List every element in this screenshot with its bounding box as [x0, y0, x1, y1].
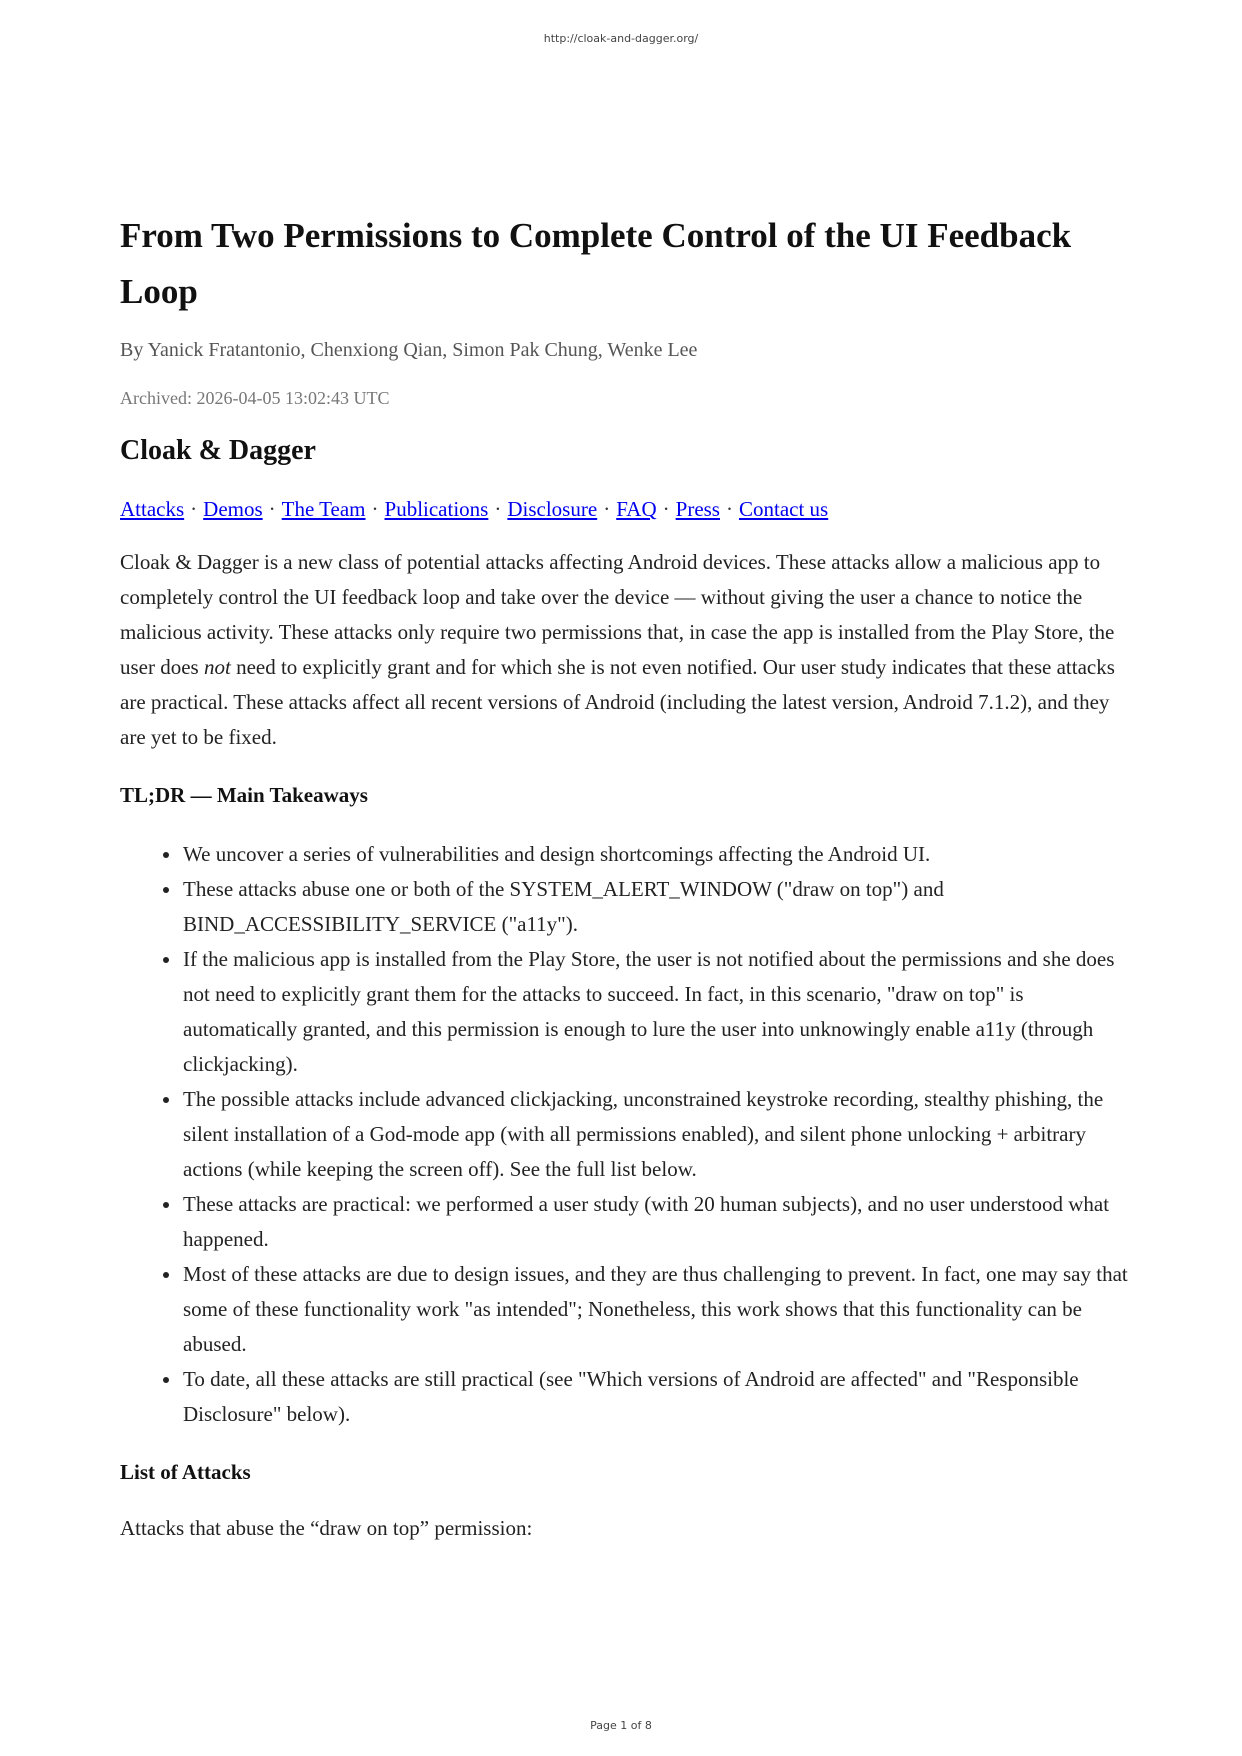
- takeaway-item: • To date, all these attacks are still practical (see "Which versions of Android are affected" and "Responsible Disclosure" below).: [182, 1362, 1130, 1432]
- takeaways-list: [120, 837, 1130, 1432]
- nav-link-press[interactable]: Press: [675, 497, 720, 521]
- nav-separator: ·: [190, 497, 198, 521]
- tldr-heading: TL;DR — Main Takeaways: [120, 783, 368, 807]
- site-nav: [120, 495, 1130, 523]
- intro-text-part2: need to explicitly grant and for which she is not even notified. Our user study indicates that these attacks are practical. These attacks affect all recent versions of Android (including the latest version, Android 7.1.2), and they are yet to be fixed.: [120, 655, 1115, 749]
- takeaway-item: • These attacks are practical: we performed a user study (with 20 human subjects), and no user understood what happened.: [182, 1187, 1130, 1257]
- article-title: From Two Permissions to Complete Control of the UI Feedback Loop: [120, 216, 1072, 311]
- takeaway-item: • If the malicious app is installed from the Play Store, the user is not notified about the permissions and she does not need to explicitly grant them for the attacks to succeed. In fact, in this scenario, "draw on top" is automatically granted, and this permission is enough to lure the user into unknowingly enable a11y (through clickjacking).: [182, 942, 1130, 1082]
- nav-separator: ·: [494, 497, 502, 521]
- nav-link-the-team[interactable]: The Team: [281, 497, 366, 521]
- nav-separator: ·: [371, 497, 379, 521]
- article-content: [120, 208, 1130, 1542]
- nav-link-faq[interactable]: FAQ: [616, 497, 657, 521]
- nav-link-demos[interactable]: Demos: [203, 497, 263, 521]
- nav-separator: ·: [603, 497, 611, 521]
- page-url-header: http://cloak-and-dagger.org/: [543, 32, 699, 45]
- page-number-footer: Page 1 of 8: [590, 1719, 652, 1732]
- takeaway-item: • We uncover a series of vulnerabilities and design shortcomings affecting the Android UI.: [182, 837, 1130, 872]
- nav-separator: ·: [662, 497, 670, 521]
- takeaway-item: • These attacks abuse one or both of the SYSTEM_ALERT_WINDOW ("draw on top") and BIND_ACCESSIBILITY_SERVICE ("a11y").: [182, 872, 1130, 942]
- nav-link-publications[interactable]: Publications: [384, 497, 489, 521]
- nav-link-disclosure[interactable]: Disclosure: [507, 497, 598, 521]
- article-byline: By Yanick Fratantonio, Chenxiong Qian, Simon Pak Chung, Wenke Lee: [120, 339, 698, 361]
- intro-paragraph: [120, 545, 1130, 755]
- site-title: Cloak & Dagger: [120, 435, 316, 466]
- attacks-intro: Attacks that abuse the “draw on top” permission:: [120, 1516, 533, 1540]
- nav-link-attacks[interactable]: Attacks: [120, 497, 185, 521]
- attacks-heading: List of Attacks: [120, 1460, 251, 1484]
- takeaway-item: • Most of these attacks are due to design issues, and they are thus challenging to prevent. In fact, one may say that some of these functionality work "as intended"; Nonetheless, this work shows that this functionality can be abused.: [182, 1257, 1130, 1362]
- intro-text-part1: Cloak & Dagger is a new class of potential attacks affecting Android devices. These attacks allow a malicious app to completely control the UI feedback loop and take over the device — without giving the user a chance to notice the malicious activity. These attacks only require two permissions that, in case the app is installed from the Play Store, the user does: [120, 550, 1115, 679]
- archived-timestamp: Archived: 2026-04-05 13:02:43 UTC: [120, 388, 390, 408]
- intro-emphasis: not: [203, 655, 231, 679]
- nav-separator: ·: [725, 497, 733, 521]
- takeaway-item: • The possible attacks include advanced clickjacking, unconstrained keystroke recording, stealthy phishing, the silent installation of a God-mode app (with all permissions enabled), and silent phone unlocking + arbitrary actions (while keeping the screen off). See the full list below.: [182, 1082, 1130, 1187]
- nav-separator: ·: [268, 497, 276, 521]
- nav-link-contact-us[interactable]: Contact us: [738, 497, 829, 521]
